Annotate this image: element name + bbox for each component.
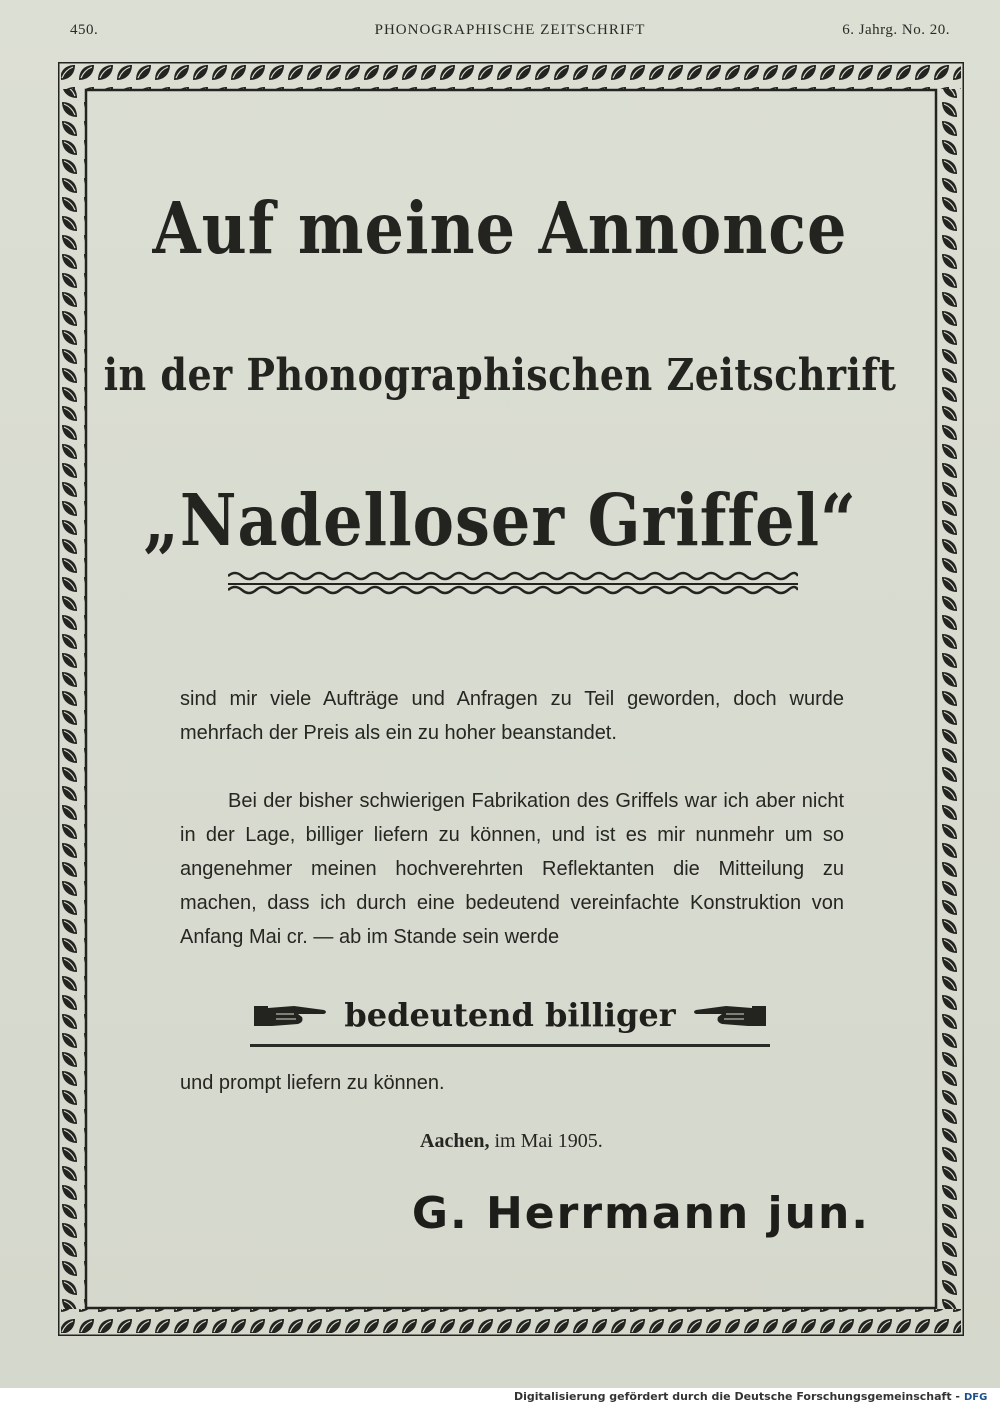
headline-zeitschrift: in der Phonographischen Zeitschrift xyxy=(103,348,897,401)
paragraph-intro: sind mir viele Aufträge und Anfragen zu Teil geworden, doch wurde mehrfach der Preis als ein zu hoher beanstandet. xyxy=(180,688,844,744)
dfg-logo: DFG xyxy=(964,1392,988,1403)
pointing-hand-left-icon xyxy=(692,1000,766,1030)
footer-credit: Digitalisierung gefördert durch die Deutsche Forschungsgemeinschaft - xyxy=(513,1390,960,1403)
highlight-text: bedeutend billiger xyxy=(344,996,676,1034)
page-number: 450. xyxy=(70,22,99,38)
highlight-row xyxy=(250,994,770,1046)
signature: G. Herrmann jun. xyxy=(411,1188,870,1239)
highlight-rule xyxy=(250,1044,770,1047)
paragraph-main: Bei der bisher schwierigen Fabrikation des Griffels war ich aber nicht in der Lage, billiger liefern zu können, und ist es mir nunmehr um so angenehmer meinen hochverehrten Reflektanten die Mitteilung zu machen, dass ich durch eine bedeutend vereinfachte Konstruktion von Anfang Mai cr. — ab im Stande sein werde xyxy=(180,790,844,948)
dateline-date: im Mai 1905. xyxy=(494,1130,603,1152)
dateline xyxy=(420,1130,603,1153)
digitization-footer xyxy=(0,1388,1000,1408)
issue-number: 6. Jahrg. No. 20. xyxy=(842,22,950,38)
headline-annonce: Auf meine Annonce xyxy=(152,186,848,271)
journal-title: PHONOGRAPHISCHE ZEITSCHRIFT xyxy=(374,22,646,38)
running-header xyxy=(70,22,950,44)
closing-line: und prompt liefern zu können. xyxy=(180,1072,445,1094)
headline-product: „Nadelloser Griffel“ xyxy=(143,478,857,563)
dateline-city: Aachen, xyxy=(420,1130,490,1152)
wavy-underline xyxy=(228,570,798,596)
